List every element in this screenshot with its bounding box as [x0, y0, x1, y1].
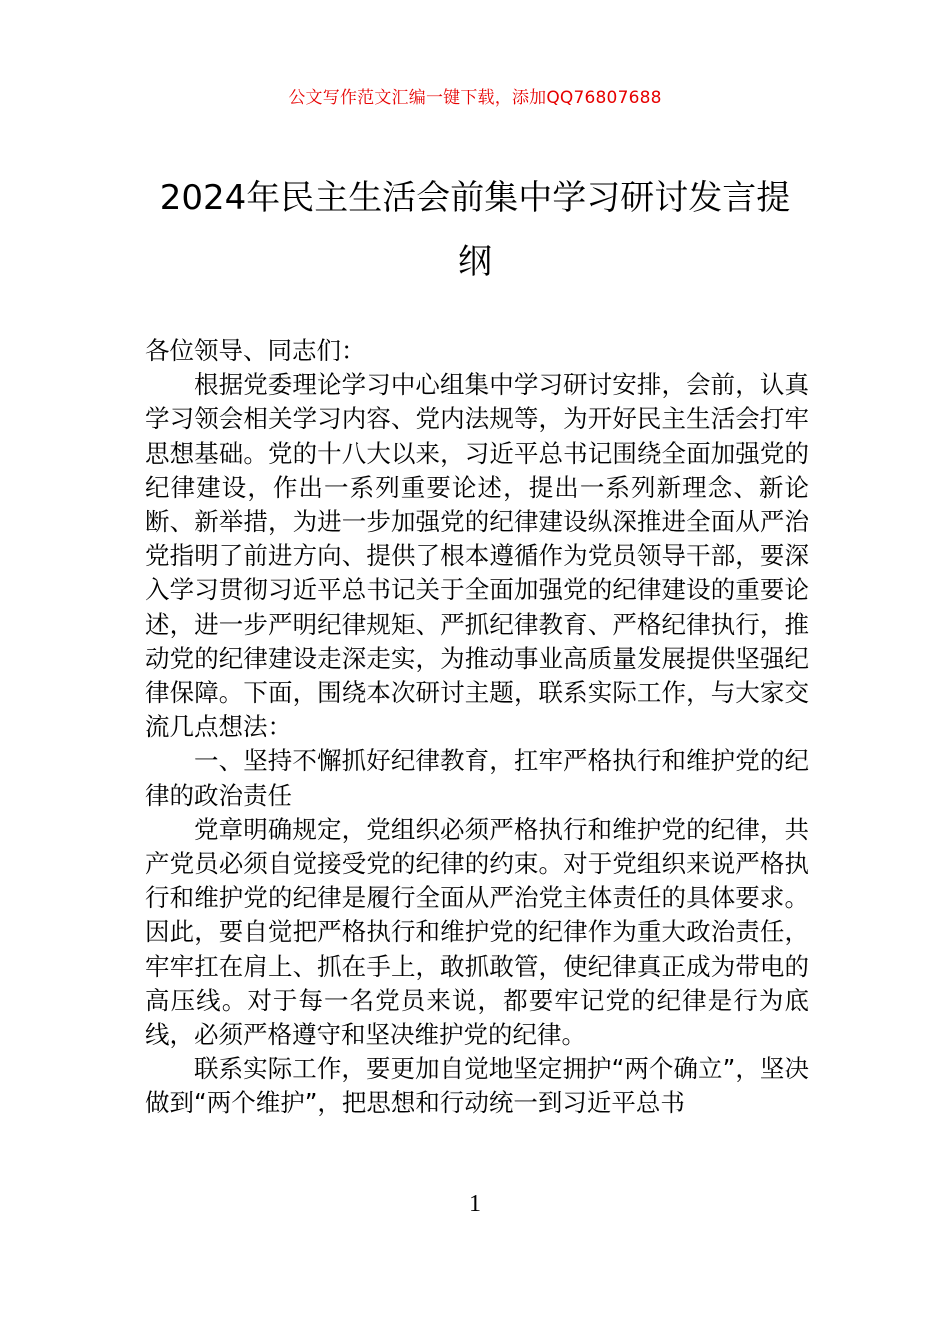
header-download-note: 公文写作范文汇编一键下载，添加QQ76807688: [288, 88, 662, 108]
paragraph-party-charter: 党章明确规定，党组织必须严格执行和维护党的纪律，共产党员必须自觉接受党的纪律的约束。对于党组织来说严格执行和维护党的纪律是履行全面从严治党主体责任的具体要求。因此，要自觉把严格执行和维护党的纪律作为重大政治责任，牢牢扛在肩上、抓在手上，敢抓敢管，使纪律真正成为带电的高压线。对于每一名党员来说，都要牢记党的纪律是行为底线，必须严格遵守和坚决维护党的纪律。: [145, 814, 809, 1050]
page-number: 1: [469, 1191, 481, 1217]
document-body: [145, 334, 809, 1121]
paragraph-intro: 根据党委理论学习中心组集中学习研讨安排，会前，认真学习领会相关学习内容、党内法规等，为开好民主生活会打牢思想基础。党的十八大以来，习近平总书记围绕全面加强党的纪律建设，作出一系列重要论述，提出一系列新理念、新论断、新举措，为进一步加强党的纪律建设纵深推进全面从严治党指明了前进方向、提供了根本遵循作为党员领导干部，要深入学习贯彻习近平总书记关于全面加强党的纪律建设的重要论述，进一步严明纪律规矩、严抓纪律教育、严格纪律执行，推动党的纪律建设走深走实，为推动事业高质量发展提供坚强纪律保障。下面，围绕本次研讨主题，联系实际工作，与大家交流几点想法：: [145, 370, 809, 742]
paragraph-practical-work: 联系实际工作，要更加自觉地坚定拥护“两个确立”，坚决做到“两个维护”，把思想和行动统一到习近平总书: [145, 1054, 809, 1118]
document-title: 2024年民主生活会前集中学习研讨发言提纲: [159, 178, 791, 282]
salutation: 各位领导、同志们：: [145, 336, 366, 365]
section-heading-one: 一、坚持不懈抓好纪律教育，扛牢严格执行和维护党的纪律的政治责任: [145, 746, 809, 810]
